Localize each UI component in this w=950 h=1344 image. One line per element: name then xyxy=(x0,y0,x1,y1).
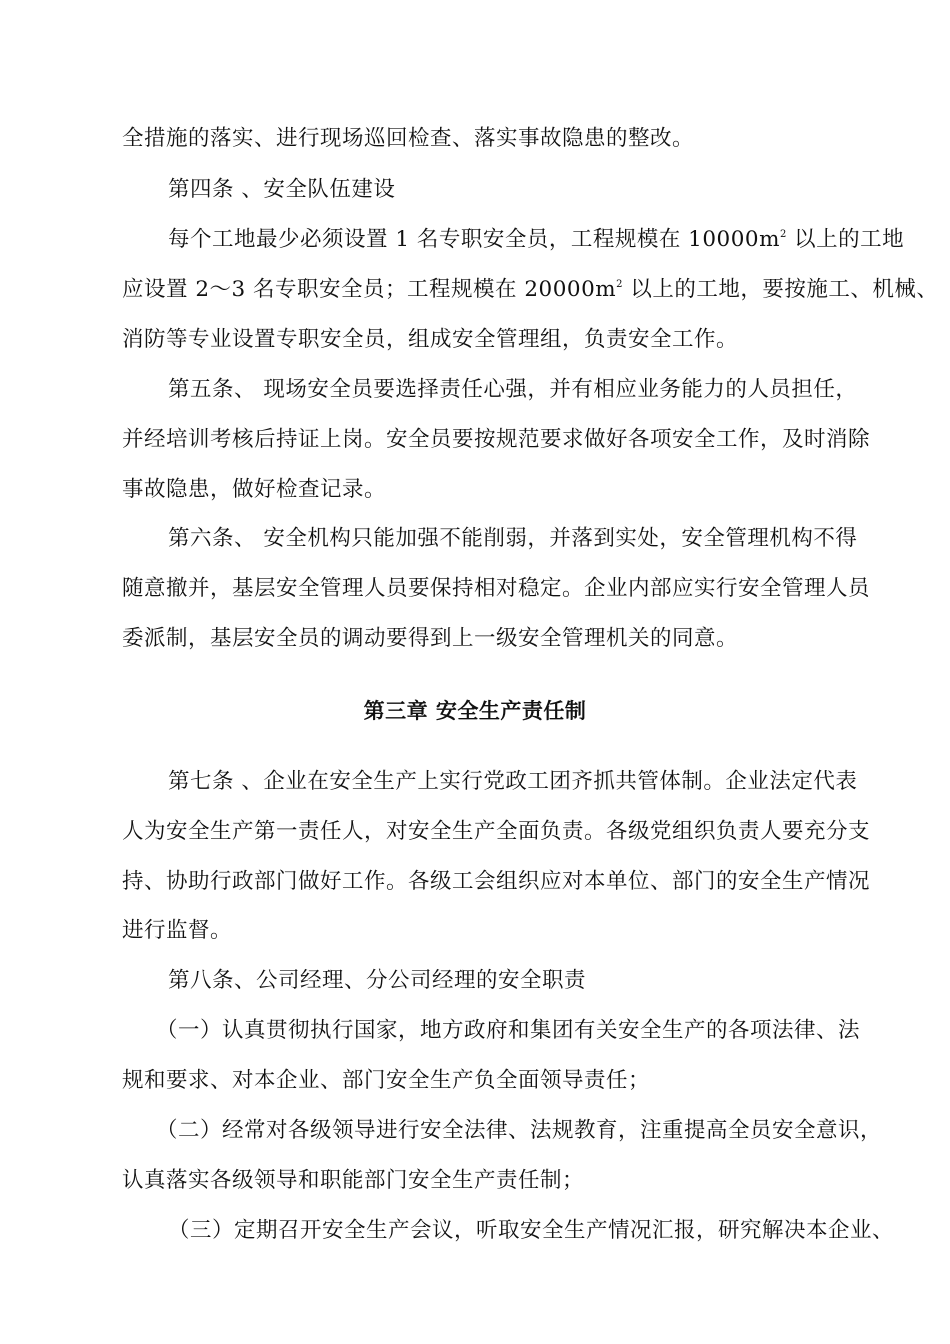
article-6-line: 委派制，基层安全员的调动要得到上一级安全管理机关的同意。 xyxy=(122,626,739,651)
article-8-title: 第八条、公司经理、分公司经理的安全职责 xyxy=(168,968,587,993)
article-8-item-3: （三）定期召开安全生产会议，听取安全生产情况汇报，研究解决本企业、 xyxy=(168,1218,895,1243)
article-6-line: 随意撤并，基层安全管理人员要保持相对稳定。企业内部应实行安全管理人员 xyxy=(122,576,871,601)
article-7-line: 第七条 、企业在安全生产上实行党政工团齐抓共管体制。企业法定代表 xyxy=(168,769,858,794)
paragraph-line: 全措施的落实、进行现场巡回检查、落实事故隐患的整改。 xyxy=(122,126,695,151)
paragraph-line: 消防等专业设置专职安全员，组成安全管理组，负责安全工作。 xyxy=(122,327,739,352)
chapter-3-heading: 第三章 安全生产责任制 xyxy=(363,699,587,723)
article-8-item-1: 规和要求、对本企业、部门安全生产负全面领导责任； xyxy=(122,1068,651,1093)
article-8-item-1: （一）认真贯彻执行国家，地方政府和集团有关安全生产的各项法律、法 xyxy=(156,1018,861,1043)
paragraph-line: 应设置 2～3 名专职安全员；工程规模在 $20000m^2$ 以上的工地，要按施工、机械、 xyxy=(122,277,939,302)
article-4-title: 第四条 、安全队伍建设 xyxy=(168,177,396,202)
article-5-line: 事故隐患，做好检查记录。 xyxy=(122,477,387,502)
article-8-item-2: （二）经常对各级领导进行安全法律、法规教育，注重提高全员安全意识， xyxy=(156,1118,883,1143)
article-7-line: 进行监督。 xyxy=(122,918,233,943)
paragraph-line: 每个工地最少必须设置 1 名专职安全员，工程规模在 $10000m^2$ 以上的工地 xyxy=(168,227,905,252)
article-5-line: 第五条、 现场安全员要选择责任心强，并有相应业务能力的人员担任， xyxy=(168,377,858,402)
article-8-item-2: 认真落实各级领导和职能部门安全生产责任制； xyxy=(122,1168,585,1193)
article-7-line: 人为安全生产第一责任人，对安全生产全面负责。各级党组织负责人要充分支 xyxy=(122,819,871,844)
article-6-line: 第六条、 安全机构只能加强不能削弱，并落到实处，安全管理机构不得 xyxy=(168,526,858,551)
article-5-line: 并经培训考核后持证上岗。安全员要按规范要求做好各项安全工作，及时消除 xyxy=(122,427,871,452)
article-7-line: 持、协助行政部门做好工作。各级工会组织应对本单位、部门的安全生产情况 xyxy=(122,869,871,894)
